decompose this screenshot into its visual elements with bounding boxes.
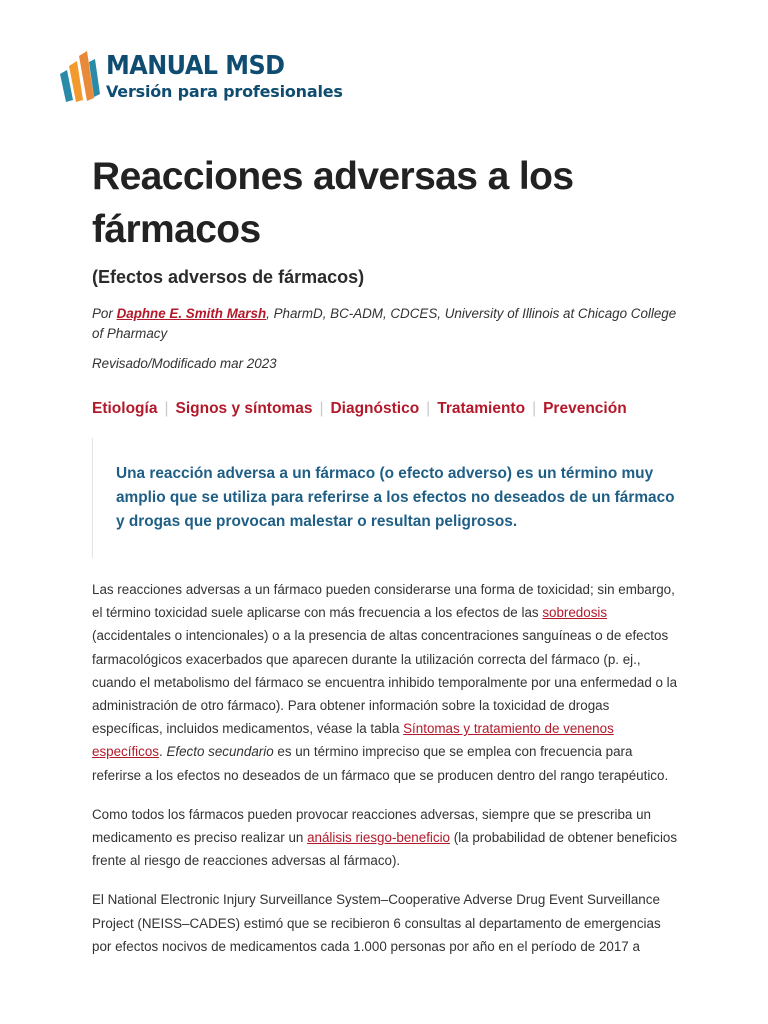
paragraph-1 bbox=[92, 578, 682, 787]
nav-separator: | bbox=[164, 400, 169, 417]
logo-link[interactable] bbox=[56, 46, 456, 106]
p2-text-1: Como todos los fármacos pueden provocar reacciones adversas, siempre que se prescriba un medicamento es preciso realizar un bbox=[92, 806, 651, 846]
p1-emphasis: Efecto secundario bbox=[166, 744, 274, 760]
article-content bbox=[92, 150, 682, 958]
reviewed-date: Revisado/Modificado mar 2023 bbox=[92, 356, 277, 371]
summary-callout: Una reacción adversa a un fármaco (o efecto adverso) es un término muy amplio que se utiliza para referirse a los efectos no deseados de un fármaco y drogas que provocan malestar o resultan peligrosos. bbox=[92, 438, 676, 558]
nav-tratamiento[interactable]: Tratamiento bbox=[437, 400, 526, 417]
title-line-2: fármacos bbox=[92, 208, 261, 251]
section-nav bbox=[92, 398, 682, 420]
site-header bbox=[56, 46, 456, 106]
title-line-1: Reacciones adversas a los bbox=[92, 155, 574, 198]
p1-text-4: es un término impreciso que se emplea con frecuencia para referirse a los efectos no deseados de un fármaco que se producen dentro del rango terapéutico. bbox=[92, 744, 669, 783]
nav-etiologia[interactable]: Etiología bbox=[92, 400, 158, 417]
manual-msd-logo-icon bbox=[56, 48, 102, 104]
logo-text bbox=[106, 52, 343, 102]
nav-prevencion[interactable]: Prevención bbox=[543, 400, 627, 417]
author-credentials: , PharmD, BC-ADM, CDCES, bbox=[266, 306, 441, 321]
logo-subtitle: Versión para profesionales bbox=[106, 82, 343, 101]
nav-separator: | bbox=[319, 400, 324, 417]
nav-separator: | bbox=[426, 400, 431, 417]
author-institution: University of Illinois at Chicago College of Pharmacy bbox=[92, 306, 677, 341]
link-sobredosis[interactable]: sobredosis bbox=[542, 605, 608, 621]
author-link[interactable]: Daphne E. Smith Marsh bbox=[116, 306, 267, 321]
link-sintomas-tratamiento-venenos[interactable]: Síntomas y tratamiento de venenos específicos bbox=[92, 721, 614, 760]
nav-diagnostico[interactable]: Diagnóstico bbox=[330, 400, 420, 417]
logo-name: MANUAL MSD bbox=[106, 51, 285, 81]
link-analisis-riesgo-beneficio[interactable]: análisis riesgo-beneficio bbox=[307, 830, 451, 846]
p1-text-1: Las reacciones adversas a un fármaco pueden considerarse una forma de toxicidad; sin embargo, el término toxicidad suele aplicarse con más frecuencia a los efectos de las bbox=[92, 582, 675, 621]
nav-signos-sintomas[interactable]: Signos y síntomas bbox=[175, 400, 313, 417]
p1-text-3: . bbox=[159, 744, 167, 760]
paragraph-3 bbox=[92, 888, 682, 958]
byline-prefix: Por bbox=[92, 306, 113, 321]
page-title bbox=[92, 150, 682, 256]
p3-text-1: El National Electronic Injury Surveillance System–Cooperative Adverse Drug Event Surveillance Project (NEISS–CADES) estimó que se recibieron 6 consultas al departamento de emergencias por efectos nocivos de medicamentos cada 1.000 personas por año en el período de 2017 a bbox=[92, 892, 661, 954]
byline bbox=[92, 304, 682, 344]
nav-separator: | bbox=[532, 400, 537, 417]
p1-text-2: (accidentales o intencionales) o a la presencia de altas concentraciones sanguíneas o de efectos farmacológicos exacerbados que aparecen durante la utilización correcta del fármaco (p. ej., cuando el metabolismo del fármaco se encuentra inhibido temporalmente por una enfermedad o la administración de otro fármaco). Para obtener información sobre la toxicidad de drogas específicas, incluidos medicamentos, véase la tabla bbox=[92, 628, 678, 737]
paragraph-2 bbox=[92, 803, 682, 873]
article-subtitle: (Efectos adversos de fármacos) bbox=[92, 267, 365, 287]
p2-text-2: (la probabilidad de obtener beneficios frente al riesgo de reacciones adversas al fármaco). bbox=[92, 830, 678, 869]
